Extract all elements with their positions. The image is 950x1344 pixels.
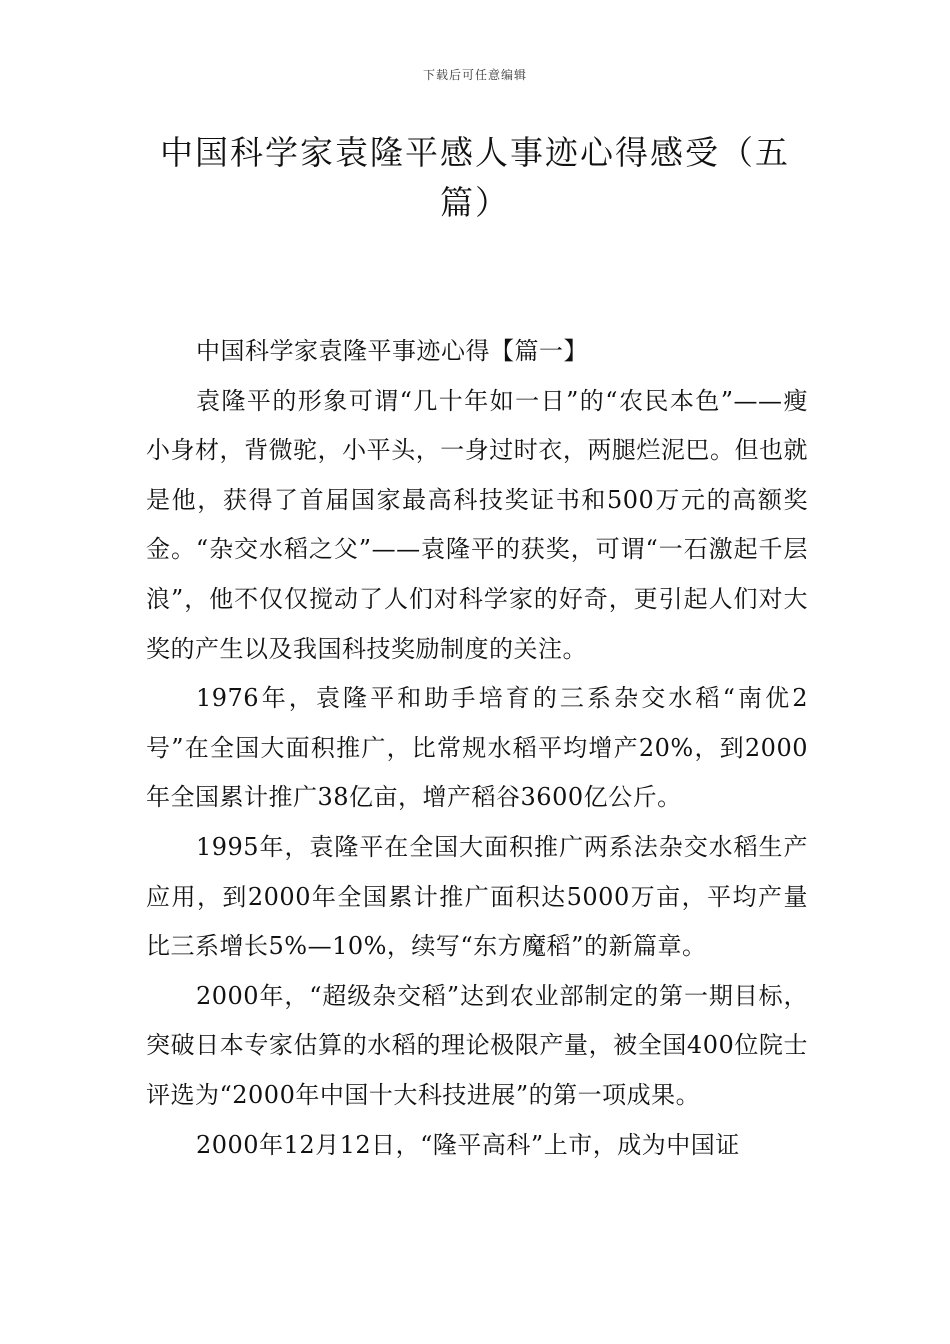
section-heading: 中国科学家袁隆平事迹心得【篇一】: [196, 337, 588, 365]
document-body: [146, 327, 808, 1170]
paragraph-1: 袁隆平的形象可谓“几十年如一日”的“农民本色”——瘦小身材，背微驼，小平头，一身过时衣，两腿烂泥巴。但也就是他，获得了首届国家最高科技奖证书和500万元的高额奖金。“杂交水稻之父”——袁隆平的获奖，可谓“一石激起千层浪”，他不仅仅搅动了人们对科学家的好奇，更引起人们对大奖的产生以及我国科技奖励制度的关注。: [146, 386, 808, 663]
document-title: 中国科学家袁隆平感人事迹心得感受（五篇）: [160, 133, 790, 222]
paragraph-2: 1976年，袁隆平和助手培育的三系杂交水稻“南优2号”在全国大面积推广，比常规水稻平均增产20%，到2000年全国累计推广38亿亩，增产稻谷3600亿公斤。: [146, 684, 808, 812]
header-note: 下载后可任意编辑: [422, 68, 527, 82]
paragraph-3: 1995年，袁隆平在全国大面积推广两系法杂交水稻生产应用，到2000年全国累计推广面积达5000万亩，平均产量比三系增长5%—10%，续写“东方魔稻”的新篇章。: [146, 832, 808, 961]
paragraph-4: 2000年，“超级杂交稻”达到农业部制定的第一期目标，突破日本专家估算的水稻的理论极限产量，被全国400位院士评选为“2000年中国十大科技进展”的第一项成果。: [146, 981, 808, 1109]
paragraph-5: 2000年12月12日，“隆平高科”上市，成为中国证: [196, 1130, 740, 1159]
